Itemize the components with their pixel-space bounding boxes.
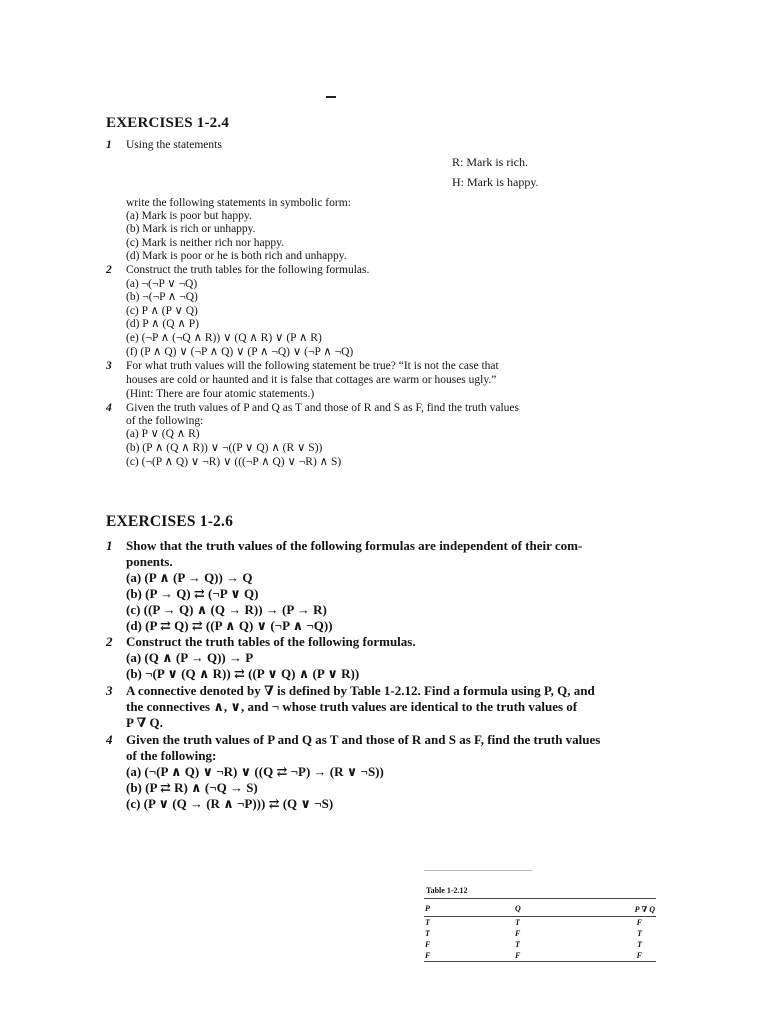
table-cell: T [425,929,430,938]
ex1-intro: write the following statements in symbolic form: [126,197,351,209]
table-header-pvq: P ∇ Q [634,904,655,914]
ex2-text-3-line1: A connective denoted by ∇ is defined by Table 1-2.12. Find a formula using P, Q, and [126,683,595,698]
table-rule-upper [424,898,656,899]
table-row [424,917,656,928]
ex1-item-1c: (c) Mark is neither rich nor happy. [126,237,284,249]
page-dash [326,96,336,98]
ex1-number-4: 4 [106,402,112,414]
table-cell: T [637,940,642,949]
ex2-item-1d: (d) (P ⇄ Q) ⇄ ((P ∧ Q) ∨ (¬P ∧ ¬Q)) [126,618,333,633]
table-title: Table 1-2.12 [426,886,468,895]
ex2-text-1-line1: Show that the truth values of the following formulas are independent of their com- [126,538,583,553]
ex1-item-2b: (b) ¬(¬P ∧ ¬Q) [126,291,198,303]
ex2-number-1: 1 [106,538,113,553]
definition-h: H: Mark is happy. [452,175,539,189]
section-heading-1: EXERCISES 1-2.4 [106,115,230,131]
table-cell: F [515,951,521,960]
ex2-item-2b: (b) ¬(P ∨ (Q ∧ R)) ⇄ ((P ∨ Q) ∧ (P ∨ R)) [126,666,360,681]
ex2-item-1a: (a) (P ∧ (P → Q)) → Q [126,570,253,585]
ex2-item-2a: (a) (Q ∧ (P → Q)) → P [126,650,254,665]
truth-table [424,901,656,962]
table-cell: F [515,929,521,938]
ex1-text-3-line1: For what truth values will the following statement be true? “It is not the case that [126,360,499,372]
table-cell: F [425,951,431,960]
ex1-item-2a: (a) ¬(¬P ∨ ¬Q) [126,278,198,290]
table-rule-bottom [424,961,656,962]
ex2-item-4c: (c) (P ∨ (Q → (R ∧ ¬P))) ⇄ (Q ∨ ¬S) [126,796,334,811]
ex2-item-4b: (b) (P ⇄ R) ∧ (¬Q → S) [126,780,258,795]
ex2-text-3-line2: the connectives ∧, ∨, and ¬ whose truth values are identical to the truth values of [126,699,578,714]
table-cell: T [515,918,520,927]
ex2-item-1b: (b) (P → Q) ⇄ (¬P ∨ Q) [126,586,259,601]
table-top-rule [424,870,532,871]
ex2-item-4a: (a) (¬(P ∧ Q) ∨ ¬R) ∨ ((Q ⇄ ¬P) → (R ∨ ¬S)) [126,764,384,779]
ex1-item-2e: (e) (¬P ∧ (¬Q ∧ R)) ∨ (Q ∧ R) ∨ (P ∧ R) [126,332,322,344]
ex2-number-3: 3 [106,683,113,698]
ex1-number-2: 2 [106,264,112,276]
ex1-number-3: 3 [106,360,112,372]
ex1-item-2f: (f) (P ∧ Q) ∨ (¬P ∧ Q) ∨ (P ∧ ¬Q) ∨ (¬P ∧ ¬Q) [126,346,354,358]
ex1-item-4a: (a) P ∨ (Q ∧ R) [126,428,200,440]
ex1-item-1a: (a) Mark is poor but happy. [126,210,252,222]
table-cell: T [637,929,642,938]
ex1-text-2: Construct the truth tables for the following formulas. [126,264,370,276]
ex1-item-1b: (b) Mark is rich or unhappy. [126,223,256,235]
table-header-q: Q [515,904,521,913]
table-cell: F [636,951,642,960]
ex1-item-1d: (d) Mark is poor or he is both rich and unhappy. [126,250,347,262]
ex2-text-2: Construct the truth tables of the following formulas. [126,634,416,649]
ex2-text-1-line2: ponents. [126,554,173,569]
ex2-text-4-line2: of the following: [126,748,217,763]
ex1-item-4c: (c) (¬(P ∧ Q) ∨ ¬R) ∨ (((¬P ∧ Q) ∨ ¬R) ∧ S) [126,456,342,468]
table-row [424,939,656,950]
ex2-text-4-line1: Given the truth values of P and Q as T and those of R and S as F, find the truth values [126,732,601,747]
ex1-number-1: 1 [106,139,112,151]
ex1-item-4b: (b) (P ∧ (Q ∧ R)) ∨ ¬((P ∨ Q) ∧ (R ∨ S)) [126,442,323,454]
ex1-text-4-line1: Given the truth values of P and Q as T and those of R and S as F, find the truth values [126,402,520,414]
ex2-text-3-line3: P ∇ Q. [126,715,163,730]
section-heading-2: EXERCISES 1-2.6 [106,513,234,530]
table-row [424,928,656,939]
table-row [424,950,656,961]
table-cell: T [515,940,520,949]
ex2-number-4: 4 [106,732,113,747]
table-cell: T [425,918,430,927]
table-cell: F [425,940,431,949]
definition-r: R: Mark is rich. [452,155,528,169]
ex1-item-2c: (c) P ∧ (P ∨ Q) [126,305,198,317]
ex1-text-3-line2: houses are cold or haunted and it is false that cottages are warm or houses ugly.” [126,374,497,386]
ex2-item-1c: (c) ((P → Q) ∧ (Q → R)) → (P → R) [126,602,327,617]
ex2-number-2: 2 [106,634,113,649]
ex1-text-1: Using the statements [126,139,222,151]
ex1-text-4-line2: of the following: [126,415,204,427]
ex1-text-3-line3: (Hint: There are four atomic statements.) [126,388,315,400]
ex1-item-2d: (d) P ∧ (Q ∧ P) [126,318,199,330]
table-cell: F [636,918,642,927]
table-header-p: P [425,904,430,913]
